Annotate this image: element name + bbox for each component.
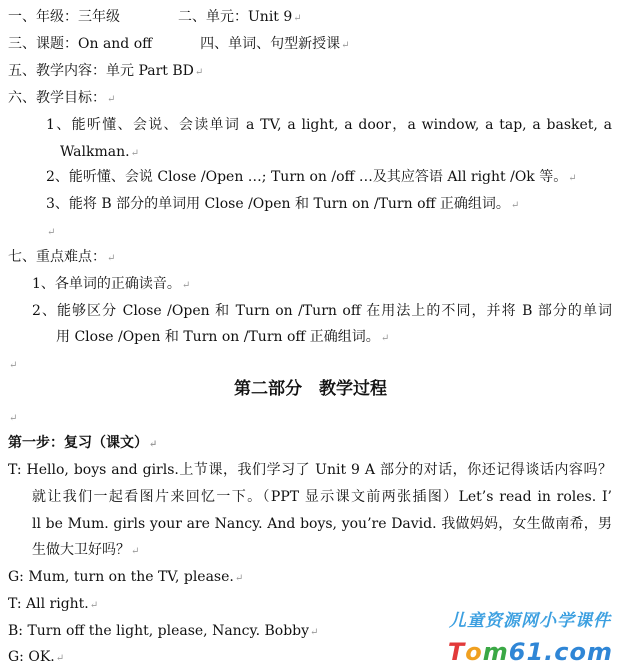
objective-2-line xyxy=(46,168,577,188)
blank-line xyxy=(8,408,17,428)
watermark-top-text: 儿童资源网小学课件 xyxy=(449,611,611,631)
paragraph-mark: ↵ xyxy=(194,67,204,78)
paragraph-mark: ↵ xyxy=(107,94,116,105)
topic-text: 三、课题：On and off xyxy=(8,36,153,52)
girls-line-1 xyxy=(8,568,243,588)
paragraph-mark: ↵ xyxy=(568,173,577,184)
key-point-1-text: 1、各单词的正确读音。 xyxy=(32,276,181,292)
paragraph-mark: ↵ xyxy=(89,600,99,611)
paragraph-mark: ↵ xyxy=(131,546,140,557)
content-text: 五、教学内容：单元 Part BD xyxy=(8,63,194,79)
girls-text-2: G: OK. xyxy=(8,649,55,665)
teacher-text-3: ll be Mum. girls your are Nancy. And boys, you’re David. 我做妈妈，女生做南希，男 xyxy=(32,516,612,532)
key-point-1-line xyxy=(32,275,190,295)
objectives-heading xyxy=(8,89,115,109)
grade-line xyxy=(8,8,302,28)
objective-3-text: 3、能将 B 部分的单词用 Close /Open 和 Turn on /Turn off 正确组词。 xyxy=(46,196,510,212)
lesson-type-text: 四、单词、句型新授课 xyxy=(200,36,341,52)
teacher-reply-text: T: All right. xyxy=(8,596,89,612)
teacher-reply-line xyxy=(8,595,98,615)
paragraph-mark: ↵ xyxy=(47,227,56,238)
objective-1-line xyxy=(46,116,612,134)
paragraph-mark: ↵ xyxy=(310,627,319,638)
paragraph-mark: ↵ xyxy=(510,200,520,211)
paragraph-mark: ↵ xyxy=(107,253,116,264)
watermark-logo xyxy=(448,638,613,666)
paragraph-mark: ↵ xyxy=(234,573,244,584)
site-watermark xyxy=(405,606,615,666)
watermark-letter: m xyxy=(482,638,509,666)
key-point-2-text: 2、能够区分 Close /Open 和 Turn on /Turn off 在用法上的不同，并将 B 部分的单词 xyxy=(32,303,612,319)
paragraph-mark: ↵ xyxy=(55,653,65,664)
paragraph-mark: ↵ xyxy=(149,439,158,450)
section-title-text: 第二部分 教学过程 xyxy=(234,379,387,399)
blank-line xyxy=(46,222,55,242)
boys-text: B: Turn off the light, please, Nancy. Bobby xyxy=(8,623,310,639)
objective-1-cont xyxy=(60,143,139,163)
objective-1-cont-text: Walkman. xyxy=(60,144,130,160)
objective-2-text: 2、能听懂、会说 Close /Open …; Turn on /off …及其应答语 All right /Ok 等。 xyxy=(46,169,568,185)
section-title xyxy=(0,378,621,400)
watermark-letter: 61.com xyxy=(508,638,613,666)
step-1-heading xyxy=(8,434,157,454)
objective-1-text: 1、能听懂、会说、会读单词 a TV, a light, a door，a window, a tap, a basket, a xyxy=(46,117,612,133)
topic-line xyxy=(8,35,350,55)
paragraph-mark: ↵ xyxy=(380,333,390,344)
paragraph-mark: ↵ xyxy=(341,40,350,51)
watermark-letter: o xyxy=(465,638,483,666)
teacher-text-4: 生做大卫好吗？ xyxy=(32,542,130,558)
girls-text-1: G: Mum, turn on the TV, please. xyxy=(8,569,234,585)
teacher-line-3 xyxy=(32,515,612,533)
teacher-line-4 xyxy=(32,541,139,561)
paragraph-mark: ↵ xyxy=(181,280,191,291)
objectives-text: 六、教学目标： xyxy=(8,90,106,106)
content-line xyxy=(8,62,203,82)
grade-text: 一、年级：三年级 xyxy=(8,9,120,25)
blank-line xyxy=(8,355,17,375)
unit-text: 二、单元：Unit 9 xyxy=(178,9,293,25)
teacher-line-2 xyxy=(32,488,612,506)
objective-3-line xyxy=(46,195,519,215)
teacher-text-1: T: Hello, boys and girls.上节课，我们学习了 Unit 9 A 部分的对话，你还记得谈话内容吗？ xyxy=(8,462,612,478)
key-points-heading xyxy=(8,248,115,268)
paragraph-mark: ↵ xyxy=(293,13,302,24)
teacher-text-2: 就让我们一起看图片来回忆一下。（PPT 显示课文前两张插图）Let’s read in roles. I’ xyxy=(32,489,612,505)
step-1-text: 第一步：复习（课文） xyxy=(8,435,148,451)
paragraph-mark: ↵ xyxy=(130,148,139,159)
teacher-line-1 xyxy=(8,461,612,479)
key-point-2-line xyxy=(32,302,612,320)
key-points-text: 七、重点难点： xyxy=(8,249,106,265)
girls-line-2 xyxy=(8,648,64,668)
paragraph-mark: ↵ xyxy=(9,413,18,424)
key-point-2-cont-text: 用 Close /Open 和 Turn on /Turn off 正确组词。 xyxy=(56,329,380,345)
key-point-2-cont xyxy=(56,328,389,348)
watermark-letter: T xyxy=(447,638,466,666)
paragraph-mark: ↵ xyxy=(9,360,18,371)
boys-line xyxy=(8,622,318,642)
